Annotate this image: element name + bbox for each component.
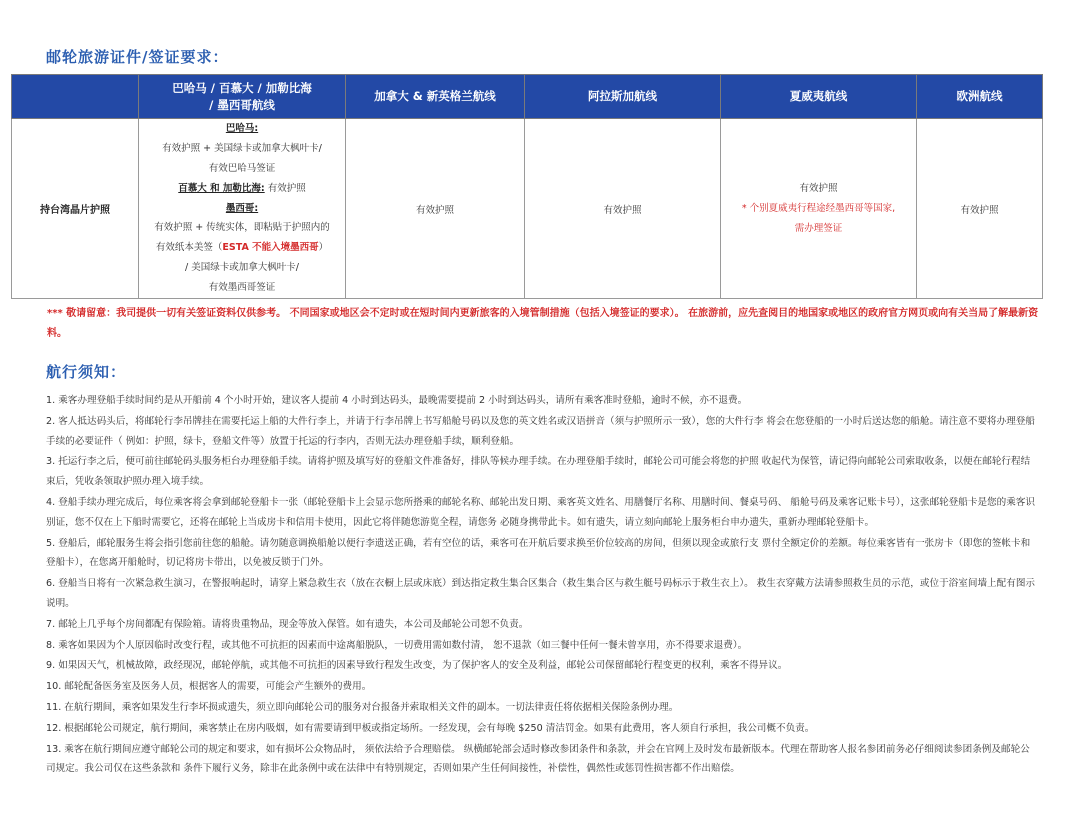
- cell-canada: 有效护照: [346, 119, 525, 299]
- bahamas-req-line: 有效护照 + 美国绿卡或加拿大枫叶卡/: [162, 143, 322, 155]
- mexico-alt-line: / 美国绿卡或加拿大枫叶卡/: [185, 261, 299, 273]
- docs-section-title: 邮轮旅游证件/签证要求：: [46, 48, 229, 66]
- list-item: 1. 乘客办理登船手续时间约是从开船前 4 个小时开始，建议客人提前 4 小时到达码头，最晚需要提前 2 小时到达码头，请所有乘客准时登船，逾时不候，亦不退费。: [46, 395, 748, 406]
- bahamas-visa-line: 有效巴哈马签证: [208, 163, 276, 174]
- mexico-visa-pre: 有效纸本美签（: [155, 242, 223, 254]
- hawaii-note-line1: * 个别夏威夷行程途经墨西哥等国家,: [741, 202, 896, 214]
- mexico-visa-line: [142, 238, 342, 258]
- bermuda-caribbean-label: 百慕大 和 加勒比海:: [178, 182, 265, 194]
- list-item: 12. 根据邮轮公司规定，航行期间，乘客禁止在房内吸烟，如有需要请到甲板或指定场所。一经发现，会有每晚 $250 清洁罚金。如果有此费用，客人须自行承担，我公司概不负责。: [46, 722, 815, 734]
- list-item: 10. 邮轮配备医务室及医务人员，根据客人的需要，可能会产生额外的费用。: [46, 681, 372, 693]
- list-item: 4. 登船手续办理完成后，每位乘客将会拿到邮轮登船卡一张（邮轮登船卡上会显示您所搭乘的邮轮名称、邮轮出发日期、乘客英文姓名、用膳餐厅名称、用膳时间、餐桌号码、 船舱号码及乘客记账卡号），这张邮轮登船卡是您的乘客识别证，您不仅在上下船时需要它，还将在邮轮上当成房卡和信用卡使用，因此它将伴随您游览全程，请您务 必随身携带此卡。如有遗失，请立刻向邮轮上服务柜台申办遗失，重新办理邮轮登船卡。: [46, 496, 1036, 528]
- list-item: 8. 乘客如果因为个人原因临时改变行程，或其他不可抗拒的因素而中途离船脱队，一切费用需如数付清， 恕不退款（如三餐中任何一餐未曾享用，亦不得要求退费）。: [46, 639, 748, 651]
- bermuda-caribbean-req: 有效护照: [264, 182, 306, 194]
- cell-alaska: 有效护照: [525, 119, 721, 299]
- row-label-taiwan-passport: 持台湾晶片护照: [12, 119, 139, 299]
- table-header-row: [12, 75, 1043, 119]
- visa-requirements-table: [11, 74, 1043, 299]
- header-bahamas-line2: / 墨西哥航线: [209, 97, 275, 112]
- mexico-req-line: 有效护照 + 传统实体，即粘贴于护照内的: [154, 222, 330, 234]
- visa-disclaimer-notice: *** 敬请留意：我司提供一切有关签证资料仅供参考。 不同国家或地区会不定时或在短时间内更新旅客的入境管制措施（包括入境签证的要求）。 在旅游前，应先查阅目的地国家或地区的政府官方网页或向有关当局了解最新资料。: [47, 308, 1039, 339]
- cell-hawaii: [721, 119, 917, 299]
- hawaii-note-line2: 需办理签证: [794, 222, 843, 234]
- list-item: 11. 在航行期间，乘客如果发生行李坏损或遗失，须立即向邮轮公司的服务对台报备并索取相关文件的副本。一切法律责任将依据相关保险条例办理。: [46, 701, 679, 713]
- header-bahamas-line1: 巴哈马 / 百慕大 / 加勒比海: [172, 80, 312, 95]
- notes-section-title: 航行须知：: [46, 363, 127, 381]
- header-corner: [12, 75, 139, 119]
- list-item: 13. 乘客在航行期间应遵守邮轮公司的规定和要求，如有损坏公众物品时， 须依法给予合理赔偿。 纵横邮轮部会适时修改参团条件和条款，并会在官网上及时发布最新版本。代理在帮助客人报名参团前务必仔细阅读参团条例及邮轮公司规定。我公司仅在这些条款和 条件下履行义务，除非在此条例中或在法律中有特别规定，否则如果产生任何间接性，补偿性，偶然性或惩罚性损害都不作出赔偿。: [46, 743, 1030, 775]
- header-canada: 加拿大 & 新英格兰航线: [346, 75, 525, 119]
- header-europe: 欧洲航线: [917, 75, 1043, 119]
- list-item: 5. 登船后，邮轮服务生将会指引您前往您的船舱。请勿随意调换船舱以便行李遗送正确，若有空位的话，乘客可在开航后要求换至价位较高的房间，但须以现金或旅行支 票付全额定价的差额。每位乘客皆有一张房卡（即您的签帐卡和登船卡），在您离开船舱时，切记将房卡带出，以免被反锁于门外。: [46, 537, 1031, 569]
- notes-list: [46, 391, 1038, 780]
- table-row: [12, 119, 1043, 299]
- hawaii-req-line: 有效护照: [799, 182, 838, 194]
- header-bahamas: [139, 75, 346, 119]
- bahamas-label: 巴哈马:: [225, 123, 259, 135]
- list-item: 7. 邮轮上几乎每个房间都配有保险箱。请将贵重物品，现金等放入保管。如有遗失，本公司及邮轮公司恕不负责。: [46, 618, 529, 630]
- bermuda-caribbean-line: [142, 179, 342, 199]
- cell-bahamas: [139, 119, 346, 299]
- esta-warning: ESTA 不能入境墨西哥: [222, 242, 319, 254]
- header-alaska: 阿拉斯加航线: [525, 75, 721, 119]
- mexico-visa-post: ）: [318, 242, 329, 254]
- list-item: 3. 托运行李之后，便可前往邮轮码头服务柜台办理登船手续。请将护照及填写好的登船文件准备好，排队等候办理手续。在办理登船手续时，邮轮公司可能会将您的护照 收起代为保管，请记得向邮轮公司索取收条，以便在邮轮行程结束后，凭收条领取护照办理入境手续。: [46, 456, 1031, 488]
- list-item: 2. 客人抵达码头后，将邮轮行李吊牌挂在需要托运上船的大件行李上，并请于行李吊牌上书写船舱号码以及您的英文姓名或汉语拼音（须与护照所示一致），您的大件行李 将会在您登船的一小时后送达您的船舱。请注意不要将办理登船手续的必要证件（ 例如：护照，绿卡，登船文件等）放置于托运的行李内，否则无法办理登船手续，顺利登船。: [46, 415, 1036, 447]
- mexico-alt-visa-line: 有效墨西哥签证: [208, 281, 276, 293]
- header-hawaii: 夏威夷航线: [721, 75, 917, 119]
- list-item: 9. 如果因天气，机械故障，政经现况，邮轮停航，或其他不可抗拒的因素导致行程发生改变，为了保护客人的安全及利益，邮轮公司保留邮轮行程变更的权利，乘客不得异议。: [46, 660, 788, 672]
- list-item: 6. 登船当日将有一次紧急救生演习，在警报响起时，请穿上紧急救生衣（放在衣橱上层或床底）到达指定救生集合区集合（救生集合区与救生艇号码标示于救生衣上）。 救生衣穿戴方法请参照救生员的示范，或位于浴室间墙上配有图示说明。: [46, 578, 1036, 609]
- mexico-label: 墨西哥:: [225, 202, 259, 214]
- cell-europe: 有效护照: [917, 119, 1043, 299]
